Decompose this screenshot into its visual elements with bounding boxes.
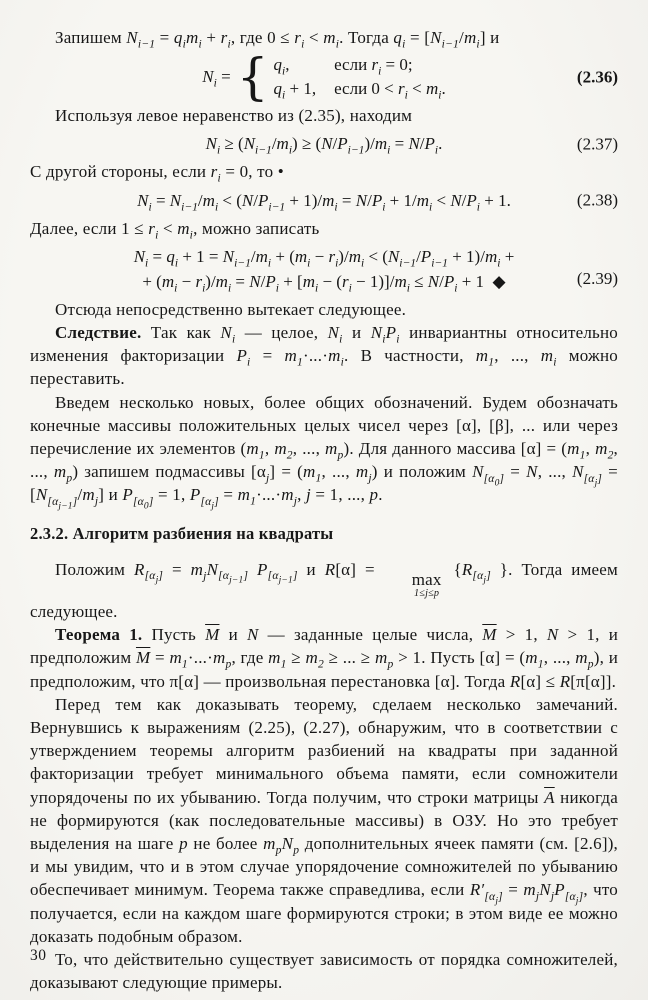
equation-number-2.39: (2.39) <box>576 268 618 288</box>
paragraph-ispolzuya: Используя левое неравенство из (2.35), находим <box>55 106 413 126</box>
eq239-line1: $N_i = q_i + 1 = N_{i-1}/m_i + (m_i - r_i)/m_i < (N_{i-1}/P_{i-1} + 1)/m_i$ + <box>133 246 515 270</box>
section-heading-2.3.2: 2.3.2. Алгоритм разбиения на квадраты <box>30 523 334 543</box>
paragraph-to-chto: То, что действительно существует зависимость от порядка сомножителей, доказывают следующие примеры. <box>30 949 618 993</box>
eq238-body: $N_i = N_{i-1}/m_i < (N/P_{i-1} + 1)/m_i = N/P_i + 1/m_i < N/P_i + 1$. <box>137 190 511 213</box>
paragraph-s-drugoy-storony: С другой стороны, если $r_i = 0$, то • <box>30 162 284 185</box>
equation-number-2.38: (2.38) <box>576 190 618 210</box>
equation-number-2.37: (2.37) <box>576 134 618 154</box>
eq237-body: $N_i \ge (N_{i-1}/m_i) \ge (N/P_{i-1})/m_i = N/P_i$. <box>205 134 443 157</box>
eq236-case1-condition: если $r_i = 0$; <box>334 55 413 78</box>
equation-2.37 <box>30 127 618 160</box>
page-number: 30 <box>30 947 47 964</box>
eq236-cases <box>274 53 446 100</box>
paragraph-otsyuda: Отсюда непосредственно вытекает следующее. <box>55 299 407 319</box>
cases-brace: { <box>236 47 269 106</box>
paragraph-sledstvie: Следствие. Так как $N_i$ — целое, $N_i$ и $N_iP_i$ инвариантны относительно изменения факторизации $P_i = m_1\cdot...\cdot m_i$. В частности, $m_1$, ..., $m_i$ можно переставить. <box>30 323 618 389</box>
eq236-case2-value: $q_i + 1$, <box>273 78 317 102</box>
equation-2.36 <box>30 49 618 104</box>
eq239-line2: + $(m_i - r_i)/m_i = N/P_i + [m_i - (r_i - 1)]/m_i \le N/P_i + 1$ ◆ <box>142 271 506 295</box>
equation-2.39 <box>30 240 618 298</box>
equation-2.38 <box>30 184 618 217</box>
eq236-case2-condition: если $0 < r_i < m_i$. <box>334 78 446 102</box>
paragraph-zapishem: Запишем $N_{i-1} = q_im_i + r_i$, где $0 \le r_i < m_i$. Тогда $q_i = [N_{i-1}/m_i]$ и <box>55 28 500 51</box>
paragraph-polozhim: Положим $R_{[\alpha_j]} = m_jN_{[\alpha_{j-1}]}$ $P_{[\alpha_{j-1}]}$ и R[α] = max 1≤j≤p {$R_{[\alpha_j]}$ }. Тогда имеем следующее. <box>30 559 618 621</box>
eq236-lhs: $N_i$ = <box>202 67 231 90</box>
paragraph-dalee: Далее, если $1 \le r_i < m_i$, можно записать <box>30 218 320 241</box>
eq236-case1-value: $q_i$, <box>273 55 290 78</box>
paragraph-teorema-1: Теорема 1. Пусть $\overline{M}$ и N — заданные целые числа, $\overline{M} > 1$, N > 1, и предположим $\overline{M} = m_1\cdot...\cdot m_p$, где $m_1 \ge m_2$ ≥ ... ≥ $m_p > 1$. Пусть $[\alpha] = (m_1$, ..., $m_p$), и предположим, что π[α] — произвольная перестановка [α]. Тогда R[α] ≤ R[π[α]]. <box>30 625 619 691</box>
equation-number-2.36: (2.36) <box>576 67 618 87</box>
paragraph-pered-tem: Перед тем как доказывать теорему, сделаем несколько замечаний. Вернувшись к выражениям (2.25), (2.27), обнаружим, что в соответствии с утверждением теоремы алгоритм разбиений на квадраты при заданной факторизации требует минимального объема памяти, если сомножители упорядочены по их убыванию. Тогда получим, что строки матрицы $\overline{A}$ никогда не формируются (как последовательные массивы) в ОЗУ. Но это требует выделения на шаге p не более $m_pN_p$ дополнительных ячеек памяти (см. [2.6]), и мы увидим, что и в этом случае упорядочение сомножителей по убыванию обеспечивает минимум. Теорема также справедлива, если $R'_{[\alpha_j]} = m_jN_jP_{[\alpha_j]}$, что получается, если на каждом шаге формируются строки; в этом виде ее можно доказать подобным образом. <box>30 694 619 946</box>
paragraph-vvedem-oboznacheniya: Введем несколько новых, более общих обозначений. Будем обозначать конечные массивы положительных целых чисел через [α], [β], ... или через перечисление их элементов ($m_1$, $m_2$, ..., $m_p$). Для данного массива $[\alpha] = (m_1$, $m_2$, ..., $m_p$) запишем подмассивы $[\alpha_j] = (m_1$, ..., $m_j$) и положим $N_{[\alpha_0]} = N$, ..., $N_{[\alpha_j]} = [N_{[\alpha_{j-1}]}/m_j]$ и $P_{[\alpha_0]} = 1$, $P_{[\alpha_j]} = m_1\cdot...\cdot m_j$, j = 1, ..., p. <box>30 392 618 512</box>
